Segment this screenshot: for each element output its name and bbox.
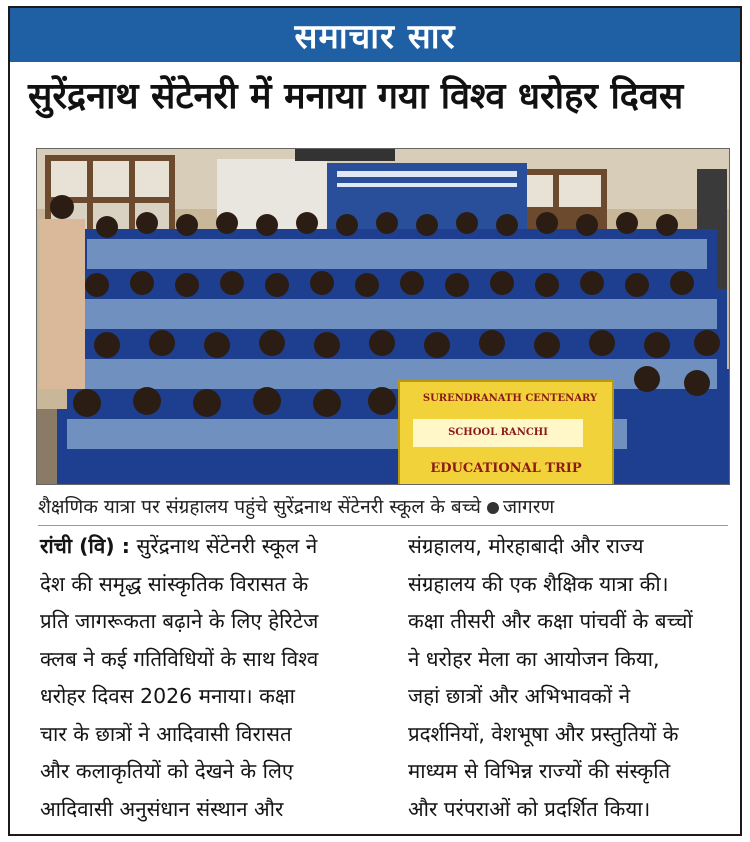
group-photo-illustration: [37, 149, 730, 485]
section-masthead: [10, 8, 740, 62]
body-line: कक्षा तीसरी और कक्षा पांचवीं के बच्चों: [408, 609, 693, 633]
body-line: ने धरोहर मेला का आयोजन किया,: [408, 646, 660, 671]
body-line: संग्रहालय, मोरहाबादी और राज्य: [408, 534, 644, 558]
photo-banner-line-3: EDUCATIONAL TRIP: [430, 461, 582, 476]
photo-caption: [38, 493, 728, 521]
article-headline: सुरेंद्रनाथ सेंटेनरी में मनाया गया विश्व धरोहर दिवस: [28, 76, 684, 117]
body-line: आदिवासी अनुसंधान संस्थान और: [40, 796, 284, 821]
body-line: और परंपराओं को प्रदर्शित किया।: [408, 796, 651, 821]
bullet-dot-icon: [487, 502, 499, 514]
body-line: और कलाकृतियों को देखने के लिए: [40, 759, 294, 783]
body-line: प्रदर्शनियों, वेशभूषा और प्रस्तुतियों के: [408, 721, 679, 746]
article-photo: [36, 148, 730, 485]
dateline: रांची (वि) :: [40, 534, 130, 558]
caption-divider: [38, 525, 728, 526]
body-line: प्रति जागरूकता बढ़ाने के लिए हेरिटेज: [40, 609, 319, 633]
article-column-left: [40, 528, 385, 828]
body-line: देश की समृद्ध सांस्कृतिक विरासत के: [40, 571, 309, 596]
body-line: जहां छात्रों और अभिभावकों ने: [408, 684, 631, 708]
body-line: संग्रहालय की एक शैक्षिक यात्रा की।: [408, 571, 669, 596]
body-line: [40, 528, 385, 566]
body-line: क्लब ने कई गतिविधियों के साथ विश्व: [40, 646, 319, 671]
body-line: चार के छात्रों ने आदिवासी विरासत: [40, 721, 292, 746]
caption-credit: जागरण: [502, 496, 555, 518]
section-title: समाचार सार: [294, 17, 456, 57]
body-line-text: सुरेंद्रनाथ सेंटेनरी स्कूल ने: [136, 534, 318, 558]
photo-banner-line-2: SCHOOL RANCHI: [448, 427, 548, 438]
article-column-right: [408, 528, 738, 828]
caption-text: शैक्षणिक यात्रा पर संग्रहालय पहुंचे सुरेंद्रनाथ सेंटेनरी स्कूल के बच्चे: [38, 496, 481, 518]
newspaper-clipping: [8, 6, 742, 836]
photo-banner-line-1: SURENDRANATH CENTENARY: [422, 393, 598, 404]
body-line: धरोहर दिवस 2026 मनाया। कक्षा: [40, 684, 295, 708]
body-line: माध्यम से विभिन्न राज्यों की संस्कृति: [408, 759, 671, 783]
